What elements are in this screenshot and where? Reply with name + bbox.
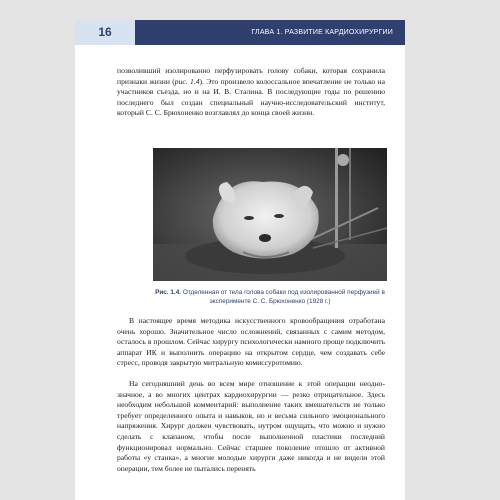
paragraph-1-text-a: позволивший изолированно перфузировать голову собаки, которая сохранила признаки жизни ( [117, 66, 385, 86]
caption-label: Рис. 1.4. [155, 289, 182, 296]
figure-caption [153, 289, 387, 306]
running-head: ГЛАВА 1. РАЗВИТИЕ КАРДИОХИРУРГИИ [251, 29, 393, 36]
figure-photo [153, 148, 387, 281]
paragraph-1-text-b: ). Это произвело колоссальное впечатление не только на участников съезда, но и на И. В. Сталина. В последующие годы по решению последнего был создан специальный научно-исследовательский институт, который С. С. Брюхоненко возглавлял до конца своей жизни. [117, 76, 385, 118]
book-page [75, 20, 405, 500]
page-number: 16 [75, 20, 135, 45]
caption-text: Отделенная от тела голова собаки под изолированной перфузией в эксперименте С. С. Брюхоненко (1928 г.) [182, 289, 385, 305]
paragraph-2: В настоящее время методика искусственного кровообращения отработана очень хорошо. Значительное число осложнений, связанных с самим методом, осталось в прошлом. Сейчас хирургу психологически намного проще подключить аппарат ИК и выполнить операцию на открытом сердце, чем создавать себе стресс, проводя закрытую митральную комиссуротомию. [117, 316, 385, 368]
page-header [75, 20, 405, 45]
paragraph-1 [117, 66, 385, 119]
paragraph-3: На сегодняшний день во всем мире отношение к этой операции неоднозначное, а во многих центрах кардиохирургии — резко отрицательное. Здесь необходим небольшой комментарий: выполнение таких вмешательств не только требует определенного опыта и навыков, но и весьма сильного эмоционального напряжения. Хирург должен чувствовать, нутром ощущать, что можно и нужно сделать с клапаном, чтобы после выполненной пластики последний функционировал нормально. Сейчас старшее поколение отошло от активной работы «у станка», а многие молодые хирурги даже никогда и не видели этой операции, тем более не пытались перенять [117, 379, 385, 473]
figure-reference: рис. 1.4 [174, 76, 200, 86]
dog-head-photo [153, 148, 387, 281]
